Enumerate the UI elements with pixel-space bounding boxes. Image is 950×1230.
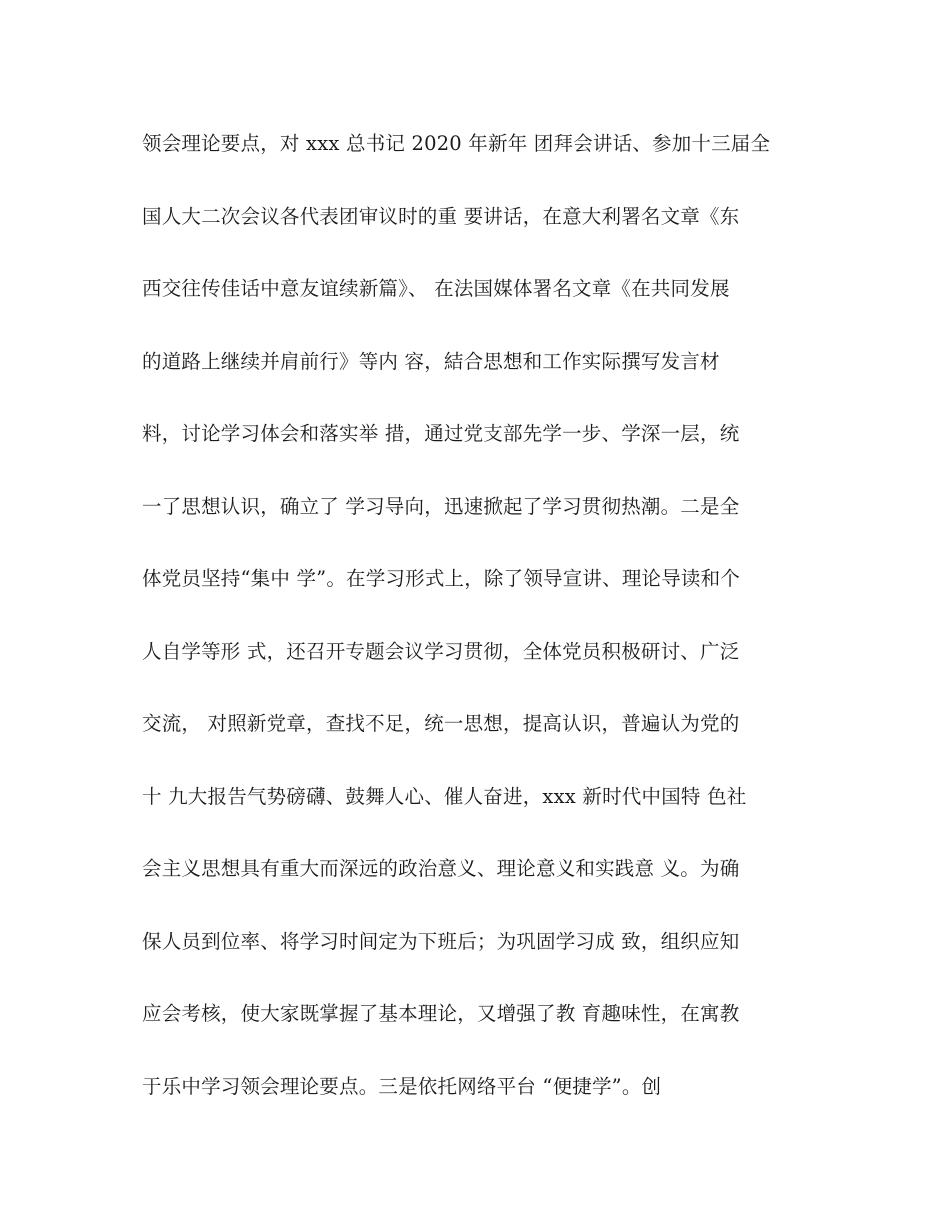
text-line: 保人员到位率、将学习时间定为下班后；为巩固学习成 致，组织应知 [142,929,740,953]
text-line: 人自学等形 式，还召开专题会议学习贯彻，全体党员积极研讨、广泛 [142,639,740,663]
text-line: 十 九大报告气势磅礴、鼓舞人心、催人奋进，xxx 新时代中国特 色社 [142,784,747,808]
text-line: 西交往传佳话中意友谊续新篇》、 在法国媒体署名文章《在共同发展 [142,277,730,300]
text-line: 领会理论要点，对 xxx 总书记 2020 年新年 团拜会讲话、参加十三届全 [142,132,771,155]
text-line: 国人大二次会议各代表团审议时的重 要讲话，在意大利署名文章《东 [142,204,740,228]
text-line: 会主义思想具有重大而深远的政治意义、理论意义和实践意 义。为确 [142,857,740,880]
text-line: 应会考核，使大家既掌握了基本理论，又增强了教 育趣味性，在寓教 [142,1002,740,1025]
text-line: 料，讨论学习体会和落实举 措，通过党支部先学一步、学深一层，统 [142,422,740,445]
text-line: 一了思想认识，确立了 学习导向，迅速掀起了学习贯彻热潮。二是全 [142,494,740,518]
text-line: 的道路上继续并肩前行》等内 容，結合思想和工作实际撰写发言材 [142,349,720,373]
text-line: 于乐中学习领会理论要点。三是依托网络平台 “便捷学”。创 [142,1074,662,1098]
text-line: 体党员坚持“集中 学”。在学习形式上，除了领导宣讲、理论导读和个 [142,567,741,590]
body-text [142,124,822,1139]
text-line: 交流， 对照新党章，查找不足，统一思想，提高认识，普遍认为党的 [142,712,740,735]
